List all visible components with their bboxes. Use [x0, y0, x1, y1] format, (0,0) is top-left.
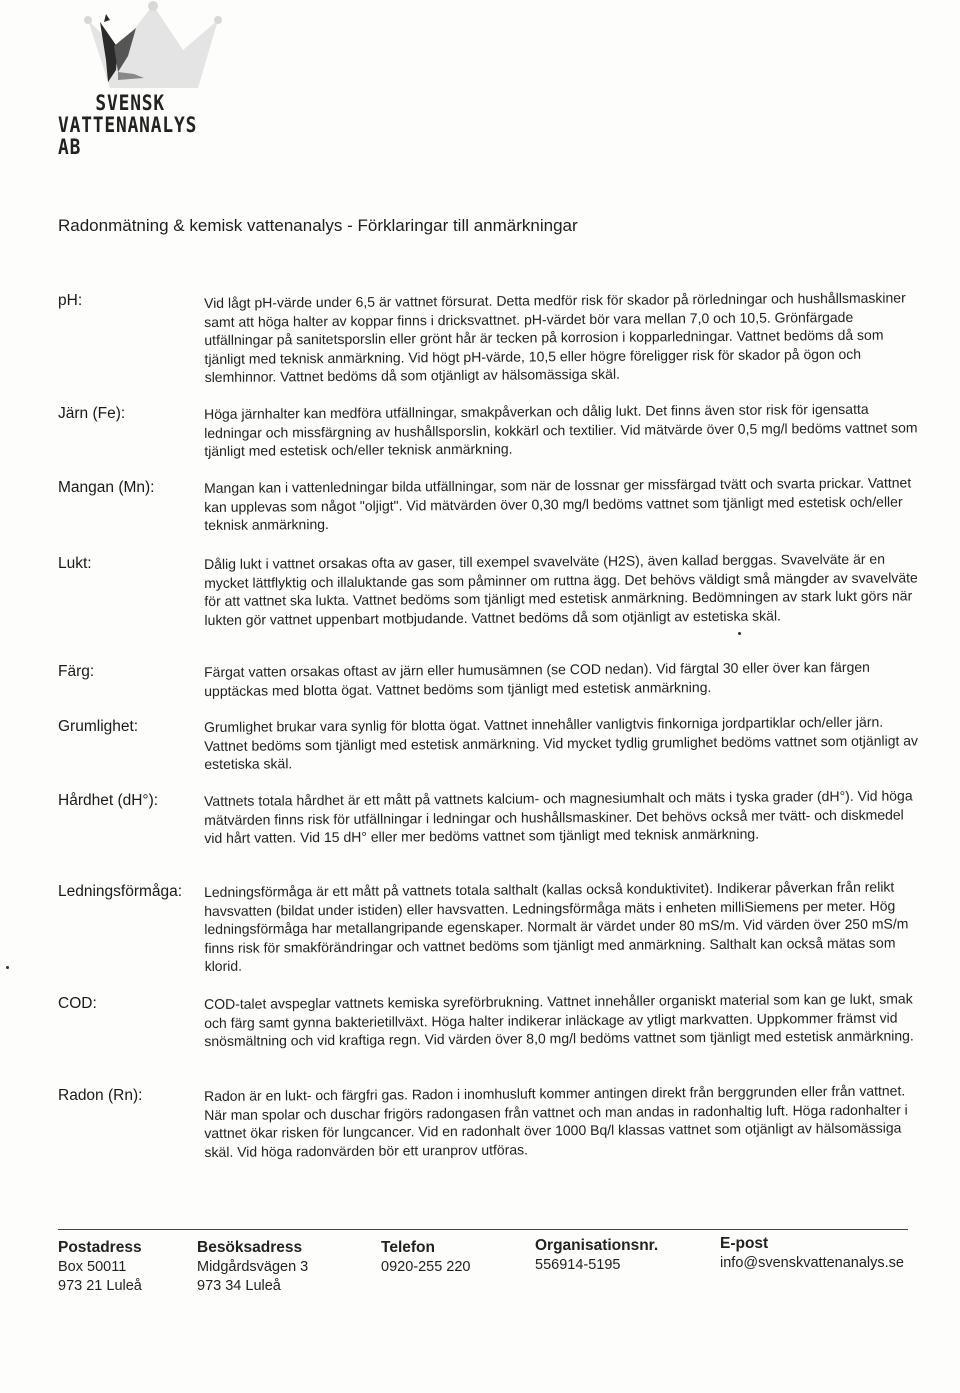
definition-term: Järn (Fe): — [58, 405, 126, 422]
definition-text: COD-talet avspeglar vattnets kemiska syreförbrukning. Vattnet innehåller organiskt material som kan ge lukt, smak och färg samt gynna bakterietillväxt. Höga halter indikerar inläckage av ytligt markvatten. Uppkommer främst vid snösmältning och vid kraftiga regn. Vid värden över 8,0 mg/l bedöms vattnet som tjänligt med estetisk anmärkning. — [204, 990, 914, 1050]
brand-line-2: VATTENANALYS AB — [58, 113, 198, 159]
definition-term: Mangan (Mn): — [58, 479, 155, 496]
definition-text: Vattnets totala hårdhet är ett mått på vattnets kalcium- och magnesiumhalt och mäts i tyska grader (dH°). Vid höga mätvärden finns risk för utfällningar i ledningar och hushållsmaskiner. Det behövs också mer tvätt- och diskmedel vid hårt vatten. Vid 15 dH° eller mer bedöms vattnet som tjänligt med teknisk anmärkning. — [204, 787, 913, 847]
page-title: Radonmätning & kemisk vattenanalys - Förklaringar till anmärkningar — [58, 216, 578, 235]
footer-value: 973 21 Luleå — [58, 1278, 142, 1294]
definition-term: Lukt: — [58, 555, 92, 572]
footer-epost — [720, 1234, 904, 1273]
footer-postadress — [58, 1238, 142, 1296]
footer-value: 973 34 Luleå — [197, 1278, 281, 1294]
footer-heading: Organisationsnr. — [535, 1237, 659, 1254]
definition-term: Färg: — [58, 663, 95, 680]
definition-term: Grumlighet: — [58, 718, 139, 735]
footer-heading: E-post — [720, 1235, 769, 1252]
definition-text: Grumlighet brukar vara synlig för blotta ögat. Vattnet innehåller vanligtvis finkorniga jordpartiklar och/eller järn. Vattnet bedöms som tjänligt med estetisk anmärkning. Vid mycket tydlig grumlighet bedöms vattnet som otjänligt av estetiska skäl. — [204, 713, 919, 773]
footer-organisationsnr — [535, 1236, 658, 1275]
definition-text: Färgat vatten orsakas oftast av järn eller humusämnen (se COD nedan). Vid färgtal 30 eller över kan färgen upptäckas med blotta ögat. Vattnet bedöms som tjänligt med estetisk anmärkning. — [204, 658, 870, 699]
footer-value: Box 50011 — [58, 1259, 127, 1275]
footer-value: info@svenskvattenanalys.se — [720, 1255, 904, 1271]
company-logo — [58, 0, 258, 159]
definition-text: Ledningsförmåga är ett mått på vattnets totala salthalt (kallas också konduktivitet). Indikerar påverkan från relikt havsvatten (bildat under istiden) eller havsvatten. Ledningsförmåga mäts i enheten milliSiemens per meter. Hög ledningsförmåga har metallangripande egenskaper. Normalt är värdet under 80 mS/m. Vid värden över 250 mS/m finns risk för smakförändringar och vattnet bedöms som tjänligt med anmärkning. Salthalt kan också mätas som klorid. — [204, 878, 909, 975]
brand-line-1: SVENSK — [95, 91, 165, 115]
footer-besoksadress — [197, 1238, 308, 1296]
footer-heading: Telefon — [381, 1239, 435, 1256]
definition-term: Hårdhet (dH°): — [58, 792, 159, 809]
footer-value: Midgårdsvägen 3 — [197, 1259, 309, 1275]
definition-term: Ledningsförmåga: — [58, 883, 183, 900]
definition-text: Höga järnhalter kan medföra utfällningar, smakpåverkan och dålig lukt. Det finns även stor risk för igensatta ledningar och missfärgning av hushållsporslin, kokkärl och textilier. Vid mätvärde över 0,5 mg/l bedöms vattnet som tjänligt med estetisk och/eller teknisk anmärkning. — [204, 400, 918, 460]
crown-icon — [78, 0, 228, 95]
footer-value: 556914-5195 — [535, 1257, 621, 1273]
footer-telefon — [381, 1238, 471, 1277]
definition-text: Vid lågt pH-värde under 6,5 är vattnet försurat. Detta medför risk för skador på rörledningar och hushållsmaskiner samt att höga halter av koppar finns i dricksvattnet. pH-värdet bör vara mellan 7,0 och 10,5. Grönfärgade utfällningar på sanitetsporslin eller grönt hår är tecken på korrosion i kopparledningar. Vattnet bedöms då som tjänligt med teknisk anmärkning. Vid högt pH-värde, 10,5 eller högre föreligger risk för skador på ögon och slemhinnor. Vattnet bedöms då som otjänligt av hälsomässiga skäl. — [204, 289, 906, 386]
scan-speck — [6, 966, 9, 969]
definition-term: pH: — [58, 292, 83, 309]
footer-value: 0920-255 220 — [381, 1259, 471, 1275]
footer-heading: Besöksadress — [197, 1239, 303, 1256]
definition-text: Radon är en lukt- och färgfri gas. Radon i inomhusluft kommer antingen direkt från berggrunden eller från vattnet. När man spolar och duschar frigörs radongasen från vattnet och man andas in radonhaltig luft. Höga radonhalter i vattnet ökar risken för lungcancer. Vid en radonhalt över 1000 Bq/l klassas vattnet som otjänligt av hälsomässiga skäl. Vid höga radonvärden bör ett uranprov utföras. — [204, 1082, 908, 1160]
definition-term: Radon (Rn): — [58, 1087, 143, 1104]
footer-heading: Postadress — [58, 1239, 142, 1256]
definition-term: COD: — [58, 995, 97, 1012]
scan-speck — [738, 632, 741, 635]
definition-text: Dålig lukt i vattnet orsakas ofta av gaser, till exempel svavelväte (H2S), även kallad berggas. Svavelväte är en mycket lättflyktig och illaluktande gas som påminner om ruttna ägg. Det behövs väldigt små mängder av svavelväte för att vattnet ska lukta. Vattnet bedöms som tjänligt med estetisk anmärkning. Bedömningen av stark lukt görs när lukten gör vattnet uppenbart motbjudande. Vattnet bedöms då som otjänligt av estetiska skäl. — [204, 550, 918, 628]
definition-text: Mangan kan i vattenledningar bilda utfällningar, som när de lossnar ger missfärgad tvätt och svarta prickar. Vattnet kan upplevas som något "oljigt". Vid mätvärden över 0,30 mg/l bedöms vattnet som tjänligt med estetisk och/eller teknisk anmärkning. — [204, 474, 912, 534]
footer-divider — [58, 1229, 908, 1230]
